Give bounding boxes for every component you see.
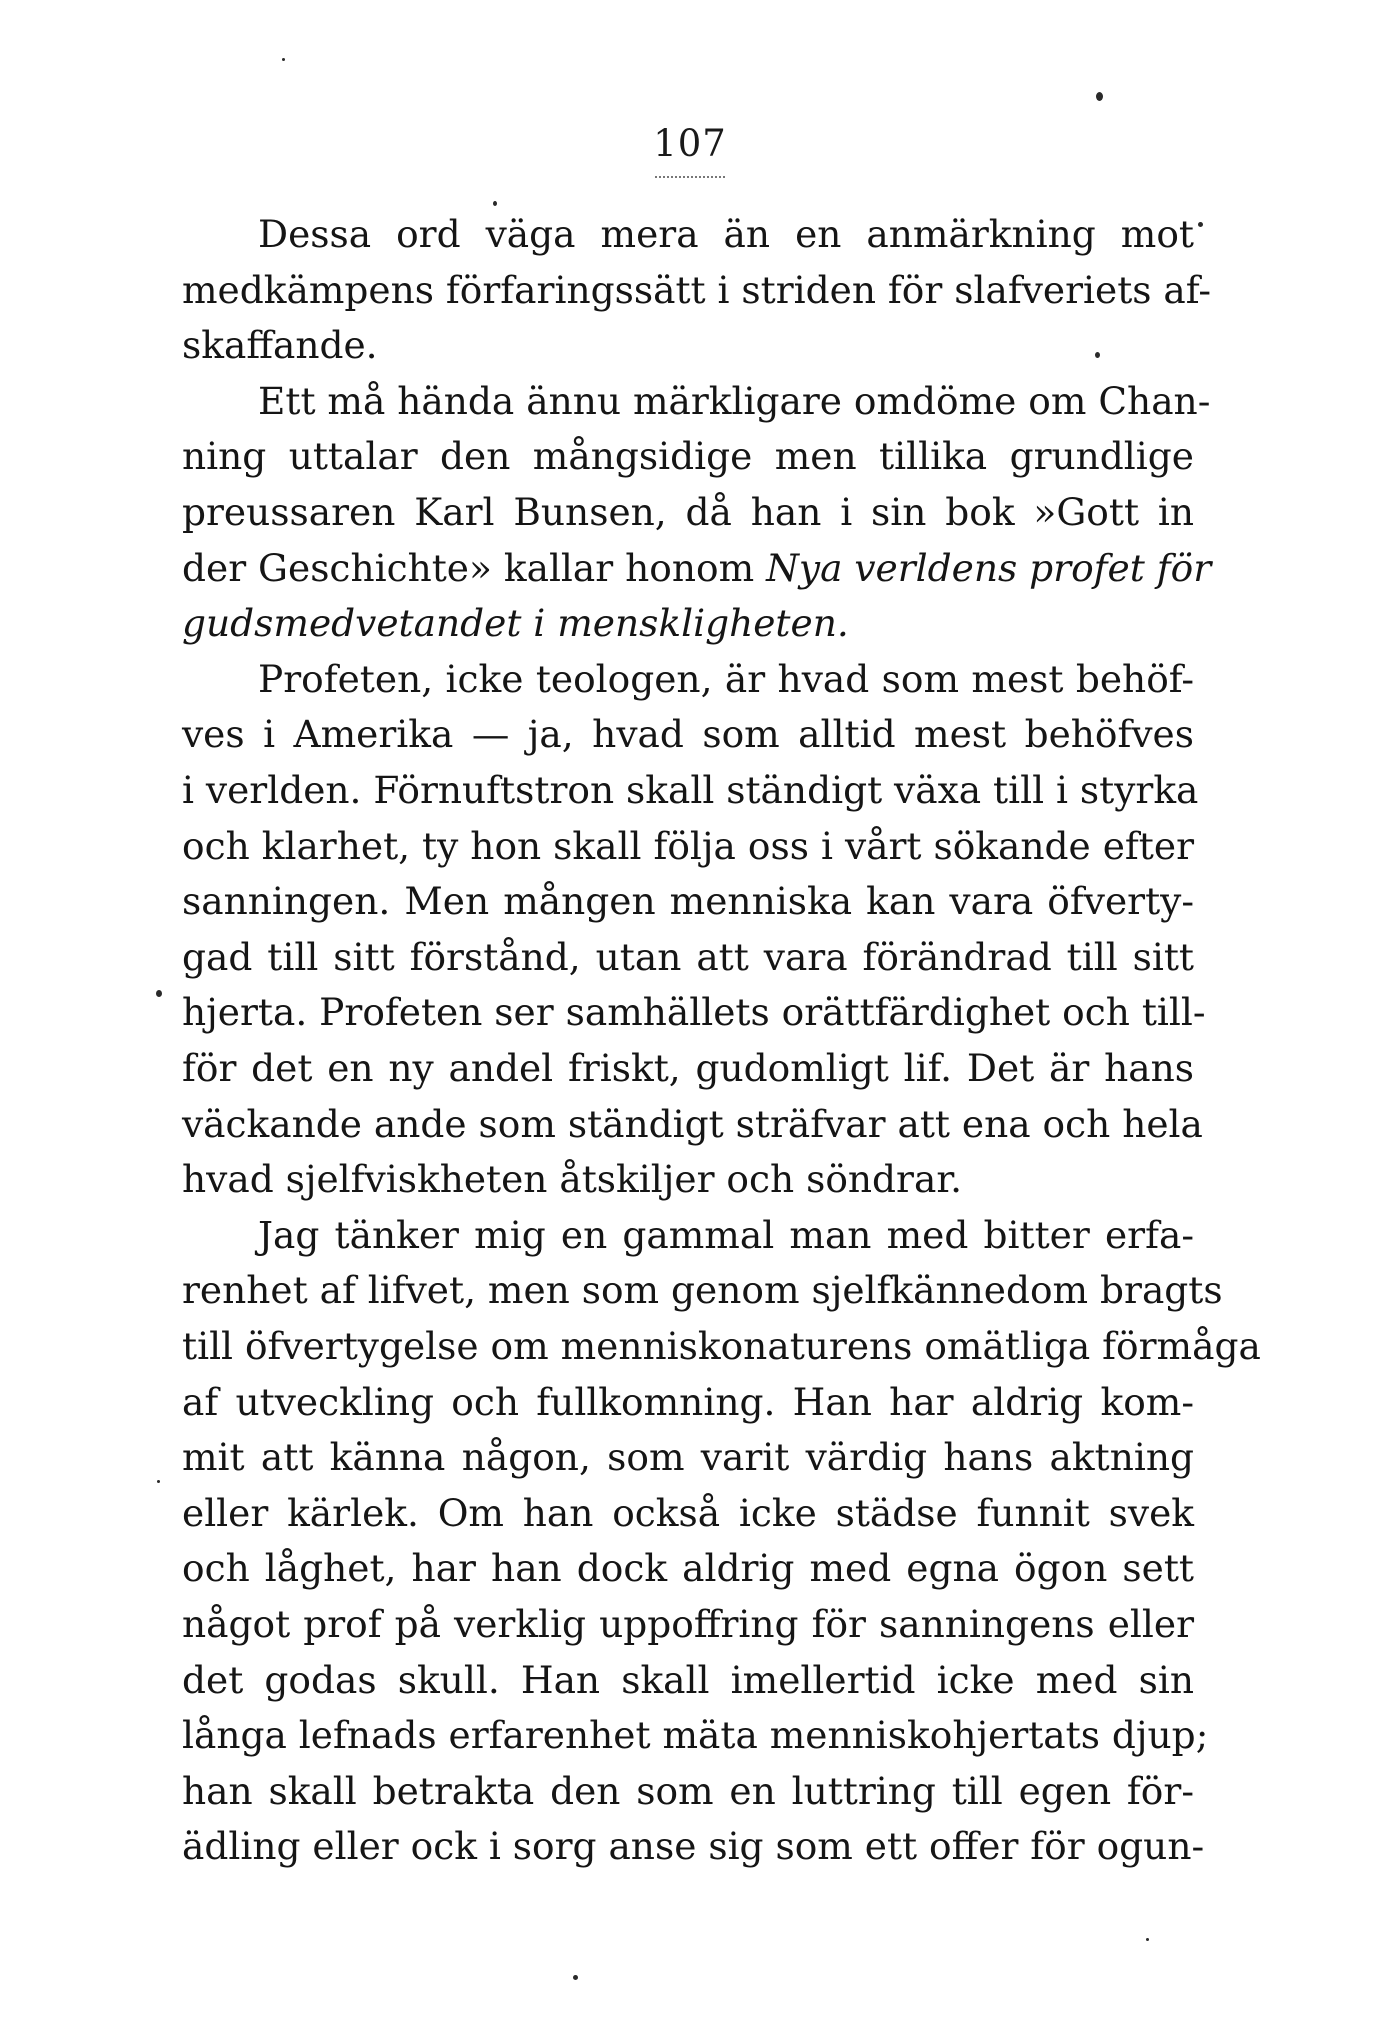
line-text: mit att känna någon, som varit värdig hans aktning — [182, 1435, 1194, 1480]
text-line — [182, 928, 1194, 986]
text-line — [182, 483, 1194, 541]
text-line — [182, 705, 1194, 763]
scan-speck — [282, 58, 285, 61]
line-text: Ett må hända ännu märkligare omdöme om Chan- — [258, 378, 1211, 423]
text-line — [182, 817, 1194, 875]
line-text: medkämpens förfaringssätt i striden för slafveriets af- — [182, 267, 1211, 312]
text-line — [182, 1651, 1194, 1709]
page-number-rule — [655, 176, 725, 178]
text-line — [182, 539, 1212, 597]
line-text: renhet af lifvet, men som genom sjelfkännedom bragts — [182, 1268, 1223, 1313]
line-text: det godas skull. Han skall imellertid icke med sin — [182, 1657, 1194, 1702]
text-line — [182, 1039, 1194, 1097]
scan-speck — [1096, 92, 1103, 101]
line-text: gad till sitt förstånd, utan att vara förändrad till sitt — [182, 934, 1194, 979]
text-line — [182, 1428, 1194, 1486]
line-text: Dessa ord väga mera än en anmärkning mot — [258, 212, 1194, 256]
italic-text: Nya verldens profet för — [766, 545, 1212, 590]
line-text: Profeten, icke teologen, är hvad som mest behöf- — [258, 656, 1194, 701]
text-line — [182, 1706, 1209, 1764]
text-line — [182, 427, 1194, 485]
line-text: ning uttalar den mångsidige men tillika grundlige — [182, 434, 1194, 479]
scan-speck — [157, 1480, 160, 1483]
text-line — [258, 372, 1211, 430]
line-text: Jag tänker mig en gammal man med bitter erfa- — [258, 1212, 1194, 1257]
text-line — [182, 872, 1194, 930]
text-line — [182, 594, 1194, 652]
text-line — [182, 1095, 1203, 1153]
page-number: 107 — [653, 122, 727, 165]
line-text: hjerta. Profeten ser samhällets orättfärdighet och till- — [182, 990, 1206, 1035]
text-line — [182, 1261, 1223, 1319]
text-line — [182, 1317, 1261, 1375]
line-text: han skall betrakta den som en luttring till egen för- — [182, 1768, 1194, 1813]
line-text: af utveckling och fullkomning. Han har aldrig kom- — [182, 1379, 1194, 1424]
line-text: och klarhet, ty hon skall följa oss i vårt sökande efter — [182, 823, 1194, 868]
line-text: hvad sjelfviskheten åtskiljer och söndrar. — [182, 1157, 963, 1202]
italic-text: gudsmedvetandet i menskligheten. — [182, 601, 849, 646]
text-line — [182, 1595, 1194, 1653]
line-text: långa lefnads erfarenhet mäta menniskohjertats djup; — [182, 1713, 1209, 1758]
line-text: något prof på verklig uppoffring för sanningens eller — [182, 1602, 1194, 1646]
scan-speck — [156, 990, 162, 997]
text-line — [182, 1150, 1194, 1208]
text-line — [182, 1539, 1194, 1597]
text-line — [182, 1373, 1194, 1431]
scan-speck — [573, 1975, 578, 1980]
line-text: till öfvertygelse om menniskonaturens omätliga förmåga — [182, 1324, 1261, 1368]
line-text: der Geschichte» kallar honom — [182, 545, 767, 590]
line-text: skaffande. — [182, 323, 378, 368]
scan-speck — [493, 201, 497, 206]
line-text: ves i Amerika — ja, hvad som alltid mest behöfves — [182, 712, 1194, 757]
line-text: och låghet, har han dock aldrig med egna ögon sett — [182, 1546, 1194, 1591]
line-text: i verlden. Förnuftstron skall ständigt växa till i styrka — [182, 768, 1199, 812]
text-line — [182, 1762, 1194, 1820]
text-line — [182, 983, 1206, 1041]
text-line — [258, 1206, 1194, 1264]
scan-speck — [1095, 352, 1100, 358]
text-line — [182, 1817, 1205, 1875]
line-text: preussaren Karl Bunsen, då han i sin bok »Gott in — [182, 490, 1194, 534]
text-line — [258, 205, 1194, 263]
text-line — [182, 261, 1211, 319]
text-line — [258, 650, 1194, 708]
text-line — [182, 316, 1194, 374]
text-line — [182, 761, 1199, 819]
line-text: eller kärlek. Om han också icke städse funnit svek — [182, 1490, 1194, 1535]
line-text: sanningen. Men mången menniska kan vara öfverty- — [182, 879, 1194, 924]
scan-speck — [1146, 1938, 1149, 1941]
line-text: väckande ande som ständigt sträfvar att ena och hela — [182, 1101, 1203, 1146]
line-text: ädling eller ock i sorg anse sig som ett offer för ogun- — [182, 1824, 1205, 1869]
scan-speck — [1198, 222, 1203, 227]
line-text: för det en ny andel friskt, gudomligt lif. Det är hans — [182, 1046, 1194, 1090]
text-line — [182, 1484, 1194, 1542]
